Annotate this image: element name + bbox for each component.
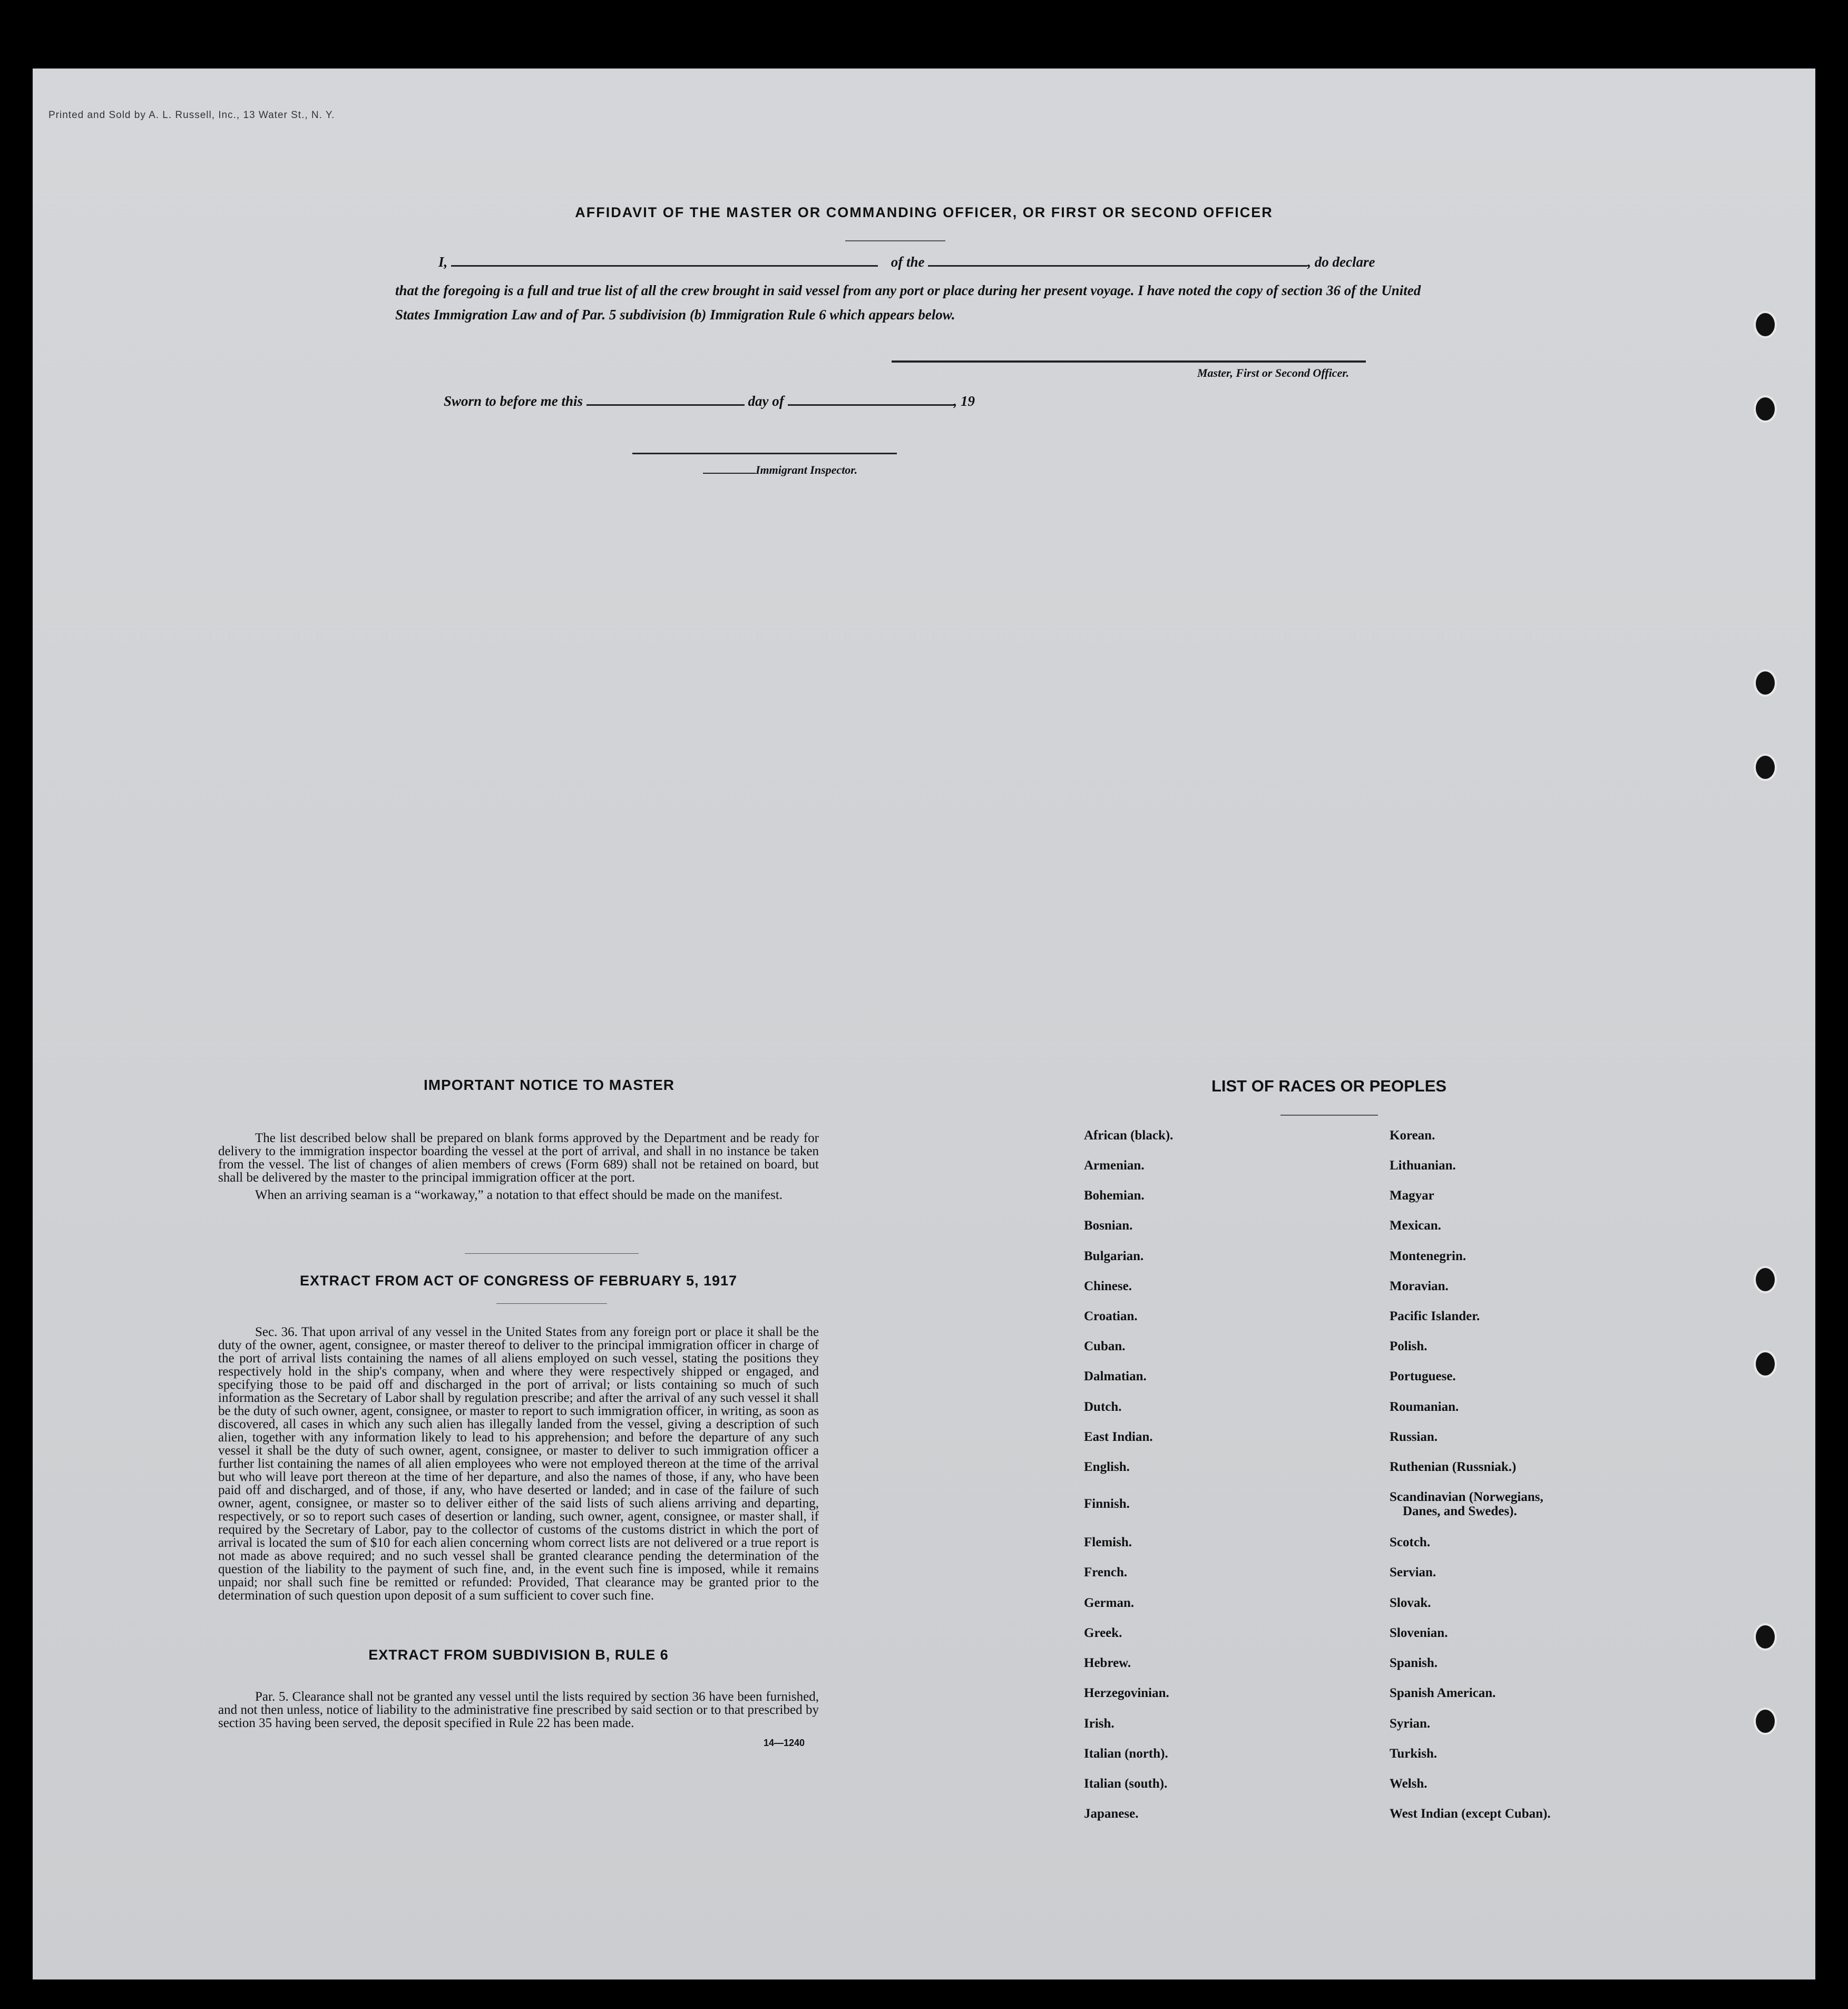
sworn-prefix: Sworn to before me this (444, 393, 583, 409)
race-right: Turkish. (1390, 1747, 1438, 1761)
race-right: Slovak. (1390, 1596, 1431, 1610)
rule6-paragraph: Par. 5. Clearance shall not be granted any vessel until the lists required by section 36 have been furnished, and not then unless, notice of liability to the administrative fine prescribed by said section or to that prescribed by section 35 having been served, the deposit specified in Rule 22 has been made. (218, 1690, 819, 1730)
race-left: Dutch. (1084, 1400, 1122, 1414)
act-title: EXTRACT FROM ACT OF CONGRESS OF FEBRUARY 5, 1917 (299, 1273, 738, 1289)
race-right-continuation: Danes, and Swedes). (1403, 1504, 1517, 1518)
notice-paragraph-1: The list described below shall be prepared on blank forms approved by the Department and be ready for delivery to the immigration inspector boarding the vessel at the port of arrival, and shall in no instance be taken from the vessel. The list of changes of alien members of crews (Form 689) shall not be retained on board, but shall be delivered by the master to the principal immigration officer at the port. (218, 1131, 819, 1185)
inspector-line (703, 463, 857, 477)
notice-paragraph-2: When an arriving seaman is a “workaway,” a notation to that effect should be made on the manifest. (255, 1188, 783, 1202)
label-i: I, (438, 254, 448, 270)
race-right: Pacific Islander. (1390, 1309, 1480, 1323)
race-left: Greek. (1084, 1626, 1122, 1640)
signature-line[interactable] (892, 360, 1366, 363)
name-blank[interactable] (451, 265, 878, 267)
inspector-label: Immigrant Inspector. (756, 463, 858, 476)
race-right: Magyar (1390, 1188, 1434, 1203)
act-text (218, 1325, 819, 1602)
binder-hole (1754, 1623, 1777, 1651)
races-title: LIST OF RACES OR PEOPLES (1211, 1077, 1447, 1095)
race-right: Syrian. (1390, 1717, 1431, 1731)
binder-hole (1754, 669, 1777, 697)
race-left: Bohemian. (1084, 1188, 1145, 1203)
act-divider (496, 1303, 607, 1304)
race-right: Scandinavian (Norwegians, (1390, 1490, 1543, 1504)
race-right: Korean. (1390, 1128, 1435, 1143)
race-left: French. (1084, 1565, 1128, 1579)
race-left: Dalmatian. (1084, 1369, 1147, 1383)
binder-hole (1754, 311, 1777, 338)
inspector-blank[interactable] (703, 473, 756, 474)
race-left: Hebrew. (1084, 1656, 1131, 1670)
race-right: Portuguese. (1390, 1369, 1456, 1383)
race-left: Irish. (1084, 1717, 1114, 1731)
race-right: Roumanian. (1390, 1400, 1459, 1414)
form-sheet (33, 69, 1815, 1979)
printer-imprint: Printed and Sold by A. L. Russell, Inc., 13 Water St., N. Y. (48, 110, 335, 121)
label-of-the: of the (891, 254, 925, 270)
race-right: Lithuanian. (1390, 1158, 1456, 1173)
form-number: 14—1240 (764, 1738, 805, 1748)
race-left: East Indian. (1084, 1430, 1153, 1444)
races-divider (1280, 1115, 1378, 1116)
title-divider (845, 240, 945, 241)
race-right: Russian. (1390, 1430, 1438, 1444)
race-left: Herzegovinian. (1084, 1686, 1169, 1700)
binder-hole (1754, 1266, 1777, 1293)
vessel-blank[interactable] (928, 265, 1307, 267)
act-section-36: Sec. 36. That upon arrival of any vessel in the United States from any foreign port or place it shall be the duty of the owner, agent, consignee, or master thereof to deliver to the principal immigration officer in charge of the port of arrival lists containing the names of all aliens employed on such vessel, stating the positions they respectively hold in the ship's company, when and where they were respectively shipped or engaged, and specifying those to be paid off and discharged in the port of arrival; or lists containing so much of such information as the Secretary of Labor shall by regulation prescribe; and after the arrival of any such vessel it shall be the duty of such owner, agent, consignee, or master to report to such immigration officer, in writing, as soon as discovered, all cases in which any such alien has illegally landed from the vessel, giving a description of such alien, together with any information likely to lead to his apprehension; and before the departure of any such vessel it shall be the duty of such owner, agent, consignee, or master to deliver to such immigration officer a further list containing the names of all alien employees who were not employed thereon at the time of the arrival but who will leave port thereon at the time of her departure, and also the names of those, if any, who have been paid off and discharged, and of those, if any, who have deserted or landed; and in case of the failure of such owner, agent, consignee, or master so to deliver either of the said lists of such aliens arriving and departing, respectively, or so to report such cases of desertion or landing, such owner, agent, consignee, or master shall, if required by the Secretary of Labor, pay to the collector of customs of the customs district in which the port of arrival is located the sum of $10 for each alien concerning whom correct lists are not delivered or a true report is not made as above required; and no such vessel shall be granted clearance pending the determination of the question of the liability to the payment of such fine, and, in the event such fine is imposed, while it remains unpaid; nor shall such fine be remitted or refunded: Provided, That clearance may be granted prior to the determination of such question upon deposit of a sum sufficient to cover such fine. (218, 1325, 819, 1603)
notice-title: IMPORTANT NOTICE TO MASTER (423, 1077, 675, 1093)
race-left: Japanese. (1084, 1807, 1139, 1821)
race-right: Moravian. (1390, 1279, 1449, 1293)
label-year: , 19 (953, 393, 975, 409)
race-right: Welsh. (1390, 1777, 1427, 1791)
race-left: Italian (north). (1084, 1747, 1168, 1761)
rule6-title: EXTRACT FROM SUBDIVISION B, RULE 6 (368, 1647, 669, 1663)
month-blank[interactable] (788, 404, 954, 406)
notice-text (218, 1132, 819, 1202)
affidavit-declaration-line (438, 254, 1424, 270)
inspector-signature-line[interactable] (632, 453, 897, 454)
label-do-declare: , do declare (1307, 254, 1375, 270)
race-right: Mexican. (1390, 1218, 1441, 1233)
race-right: Servian. (1390, 1565, 1436, 1579)
race-left: Armenian. (1084, 1158, 1145, 1173)
race-right: Spanish American. (1390, 1686, 1496, 1700)
race-right: Polish. (1390, 1339, 1427, 1353)
binder-hole (1754, 395, 1777, 423)
race-left: German. (1084, 1596, 1135, 1610)
race-right: Scotch. (1390, 1535, 1431, 1549)
sworn-line (444, 393, 975, 409)
binder-hole (1754, 1350, 1777, 1378)
race-left: Finnish. (1084, 1497, 1130, 1511)
notice-divider (465, 1253, 639, 1254)
race-right: West Indian (except Cuban). (1390, 1807, 1551, 1821)
race-right: Montenegrin. (1390, 1249, 1466, 1263)
race-left: English. (1084, 1460, 1130, 1474)
label-day-of: day of (748, 393, 784, 409)
race-right: Spanish. (1390, 1656, 1438, 1670)
affidavit-body: that the foregoing is a full and true list of all the crew brought in said vessel from any port or place during her present voyage. I have noted the copy of section 36 of the United States Immigration Law and of Par. 5 subdivision (b) Immigration Rule 6 which appears below. (395, 282, 1421, 323)
race-left: Flemish. (1084, 1535, 1132, 1549)
race-left: Croatian. (1084, 1309, 1138, 1323)
race-left: Italian (south). (1084, 1777, 1168, 1791)
race-left: Bosnian. (1084, 1218, 1133, 1233)
day-blank[interactable] (586, 404, 745, 406)
race-right: Slovenian. (1390, 1626, 1448, 1640)
race-left: Chinese. (1084, 1279, 1132, 1293)
binder-hole (1754, 1708, 1777, 1735)
affidavit-title: AFFIDAVIT OF THE MASTER OR COMMANDING OFFICER, OR FIRST OR SECOND OFFICER (575, 204, 1273, 220)
race-right: Ruthenian (Russniak.) (1390, 1460, 1517, 1474)
race-left: Bulgarian. (1084, 1249, 1144, 1263)
race-left: African (black). (1084, 1128, 1174, 1143)
race-left: Cuban. (1084, 1339, 1126, 1353)
binder-hole (1754, 754, 1777, 781)
rule6-text (218, 1690, 819, 1730)
signature-label: Master, First or Second Officer. (1197, 366, 1350, 379)
